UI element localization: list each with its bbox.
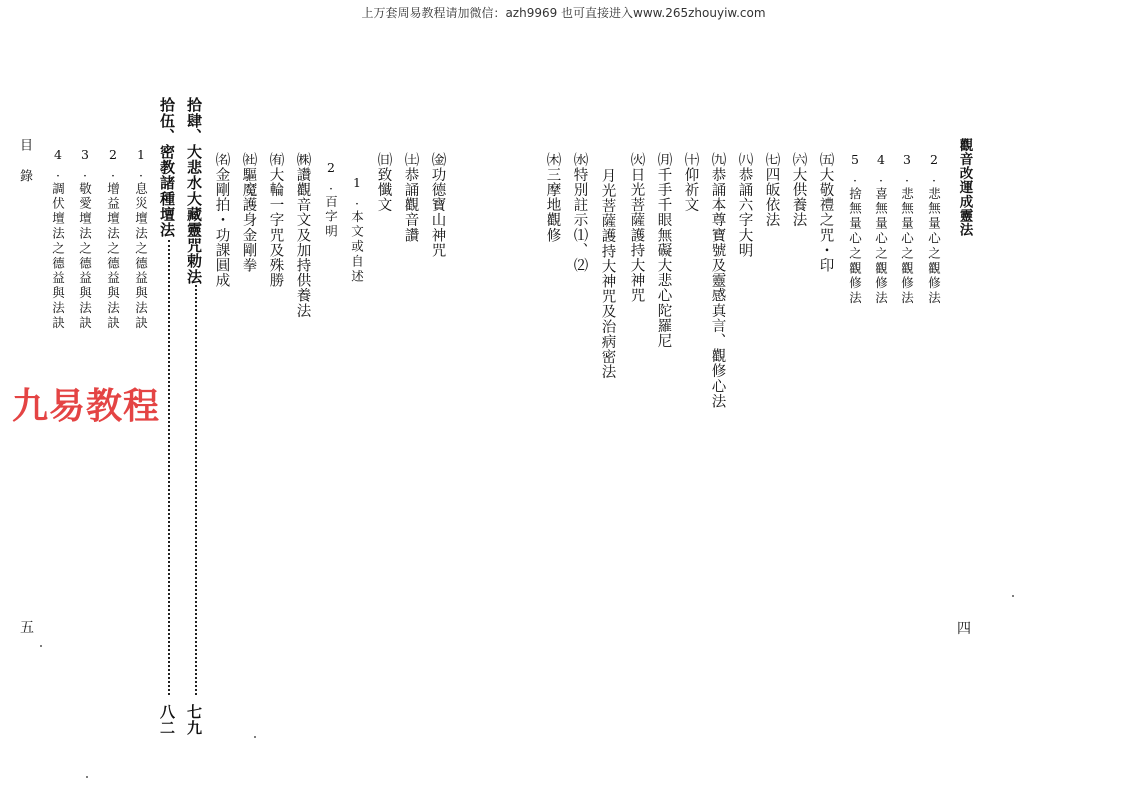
header-watermark: 上万套周易教程请加微信：azh9969 也可直接进入www.265zhouyiw.com [361, 6, 766, 20]
toc-subentry[interactable]: 1.息災壇法之德益與法訣 [133, 147, 149, 331]
toc-entry[interactable]: ㈦四皈依法 [763, 152, 780, 228]
toc-entry[interactable]: ㈧恭誦六字大明 [736, 152, 753, 258]
scan-speck [86, 776, 88, 778]
toc-entry[interactable]: 4.喜無量心之觀修法 [873, 152, 889, 306]
toc-entry[interactable]: ㈨恭誦本尊寶號及靈感真言、觀修心法 [709, 152, 726, 409]
toc-subentry[interactable]: 2.增益壇法之德益與法訣 [105, 147, 121, 331]
right-page-heading: 觀音改運成靈法 [956, 138, 973, 237]
toc-entry[interactable]: 2.百字明 [323, 160, 339, 240]
toc-entry[interactable]: ㈥大供養法 [790, 152, 807, 228]
chapter-15-page: 八二 [158, 704, 176, 736]
toc-entry[interactable]: 3.悲無量心之觀修法 [899, 152, 915, 306]
toc-entry[interactable]: ㈯恭誦觀音讚 [402, 152, 419, 243]
left-page-heading: 目錄 [17, 138, 32, 200]
toc-entry[interactable]: 2.悲無量心之觀修法 [926, 152, 942, 306]
toc-entry[interactable]: ㈮功德寶山神咒 [429, 152, 446, 258]
toc-entry[interactable]: ㈬特別註示⑴、⑵ [571, 152, 588, 273]
scan-speck [1012, 595, 1014, 597]
toc-subentry[interactable]: 4.調伏壇法之德益與法訣 [50, 147, 66, 331]
toc-entry[interactable]: ㈩仰祈文 [682, 152, 699, 213]
toc-entry[interactable]: ㈪千手千眼無礙大悲心陀羅尼 [655, 152, 672, 349]
toc-entry[interactable]: ㈰致懺文 [375, 152, 392, 213]
leader-dots [168, 240, 170, 695]
toc-entry[interactable]: ㈱讚觀音文及加持供養法 [294, 152, 311, 319]
leader-dots [195, 285, 197, 695]
chapter-14-title[interactable]: 拾肆、大悲水大藏靈咒勅法 [185, 97, 203, 285]
scan-speck [40, 645, 42, 647]
toc-entry[interactable]: ㈭三摩地觀修 [544, 152, 561, 243]
toc-entry[interactable]: ㈫日光菩薩護持大神咒 [628, 152, 645, 303]
page-number: 五 [20, 620, 34, 636]
brand-watermark: 九易教程 [12, 386, 161, 427]
toc-entry[interactable]: ㈲大輪一字咒及殊勝 [267, 152, 284, 288]
chapter-14-page: 七九 [185, 704, 203, 736]
scan-speck [254, 736, 256, 738]
chapter-15-title[interactable]: 拾伍、密教諸種壇法 [158, 97, 176, 238]
toc-entry[interactable]: 1.本文或自述 [349, 175, 365, 285]
toc-entry[interactable]: 5.捨無量心之觀修法 [847, 152, 863, 306]
page-number: 四 [957, 621, 971, 637]
toc-entry[interactable]: ㈳驅魔護身金剛拳 [240, 152, 257, 273]
toc-entry[interactable]: ㈴金剛拍・功課圓成 [213, 152, 230, 288]
toc-entry[interactable]: 月光菩薩護持大神咒及治病密法 [599, 168, 616, 380]
toc-entry[interactable]: ㈤大敬禮之咒・印 [817, 152, 834, 273]
toc-subentry[interactable]: 3.敬愛壇法之德益與法訣 [77, 147, 93, 331]
